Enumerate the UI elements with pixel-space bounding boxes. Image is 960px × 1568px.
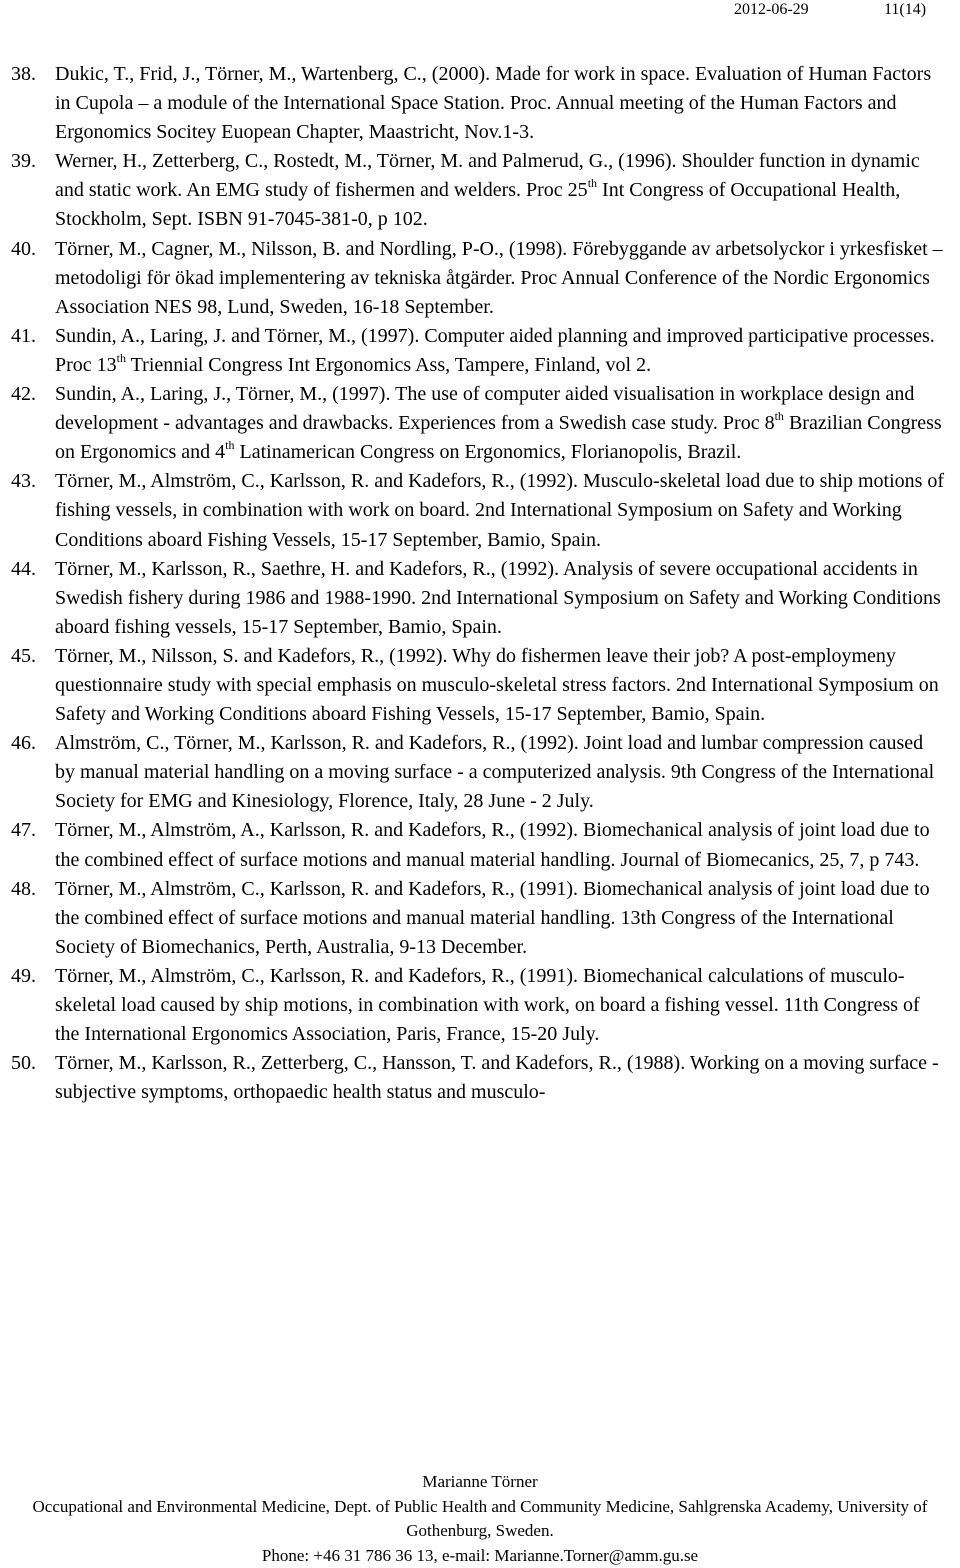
reference-text: [55, 380, 946, 467]
superscript: th: [117, 351, 126, 365]
reference-item: [11, 816, 946, 874]
reference-text-part: Int Congress of Occupational Health, Stockholm, Sept. ISBN 91-7045-381-0, p 102.: [55, 179, 900, 230]
reference-text: [55, 816, 946, 874]
reference-text: [55, 962, 946, 1049]
reference-text-part: Törner, M., Almström, A., Karlsson, R. and Kadefors, R., (1992). Biomechanical analysis of joint load due to the combined effect of surface motions and manual material handling. Journal of Biomecanics, 25, 7, p 743.: [55, 819, 930, 870]
reference-text: [55, 555, 946, 642]
reference-item: [11, 555, 946, 642]
page-footer: [0, 1470, 960, 1568]
reference-text-part: Almström, C., Törner, M., Karlsson, R. and Kadefors, R., (1992). Joint load and lumbar compression caused by manual material handling on a moving surface - a computerized analysis. 9th Congress of the International Society for EMG and Kinesiology, Florence, Italy, 28 June - 2 July.: [55, 732, 934, 812]
reference-text: [55, 875, 946, 962]
reference-number: 44.: [11, 555, 55, 642]
reference-item: [11, 380, 946, 467]
reference-text: [55, 642, 946, 729]
header-page-number: 11(14): [884, 1, 926, 19]
reference-text-part: Törner, M., Almström, C., Karlsson, R. and Kadefors, R., (1992). Musculo-skeletal load due to ship motions of fishing vessels, in combination with work on board. 2nd International Symposium on Safety and Working Conditions aboard Fishing Vessels, 15-17 September, Bamio, Spain.: [55, 470, 944, 550]
reference-number: 48.: [11, 875, 55, 962]
reference-list: [11, 60, 946, 1107]
reference-text: [55, 729, 946, 816]
reference-number: 49.: [11, 962, 55, 1049]
reference-text-part: Törner, M., Karlsson, R., Zetterberg, C., Hansson, T. and Kadefors, R., (1988). Working on a moving surface - subjective symptoms, orthopaedic health status and musculo-: [55, 1052, 939, 1103]
reference-text-part: Brazilian Congress on Ergonomics and 4: [55, 412, 942, 463]
reference-text-part: Törner, M., Cagner, M., Nilsson, B. and Nordling, P-O., (1998). Förebyggande av arbetsolyckor i yrkesfisket – metodoligi för ökad implementering av tekniska åtgärder. Proc Annual Conference of the Nordic Ergonomics Association NES 98, Lund, Sweden, 16-18 September.: [55, 238, 943, 318]
reference-text-part: Dukic, T., Frid, J., Törner, M., Wartenberg, C., (2000). Made for work in space. Evaluation of Human Factors in Cupola – a module of the International Space Station. Proc. Annual meeting of the Human Factors and Ergonomics Socitey Euopean Chapter, Maastricht, Nov.1-3.: [55, 63, 931, 143]
reference-item: [11, 1049, 946, 1107]
superscript: th: [225, 438, 234, 452]
reference-text-part: Törner, M., Nilsson, S. and Kadefors, R., (1992). Why do fishermen leave their job? A post-employmeny questionnaire study with special emphasis on musculo-skeletal stress factors. 2nd International Symposium on Safety and Working Conditions aboard Fishing Vessels, 15-17 September, Bamio, Spain.: [55, 645, 939, 725]
superscript: th: [588, 176, 597, 190]
footer-contact: Phone: +46 31 786 36 13, e-mail: Marianne.Torner@amm.gu.se: [0, 1544, 960, 1568]
reference-text: [55, 467, 946, 554]
reference-text-part: Triennial Congress Int Ergonomics Ass, Tampere, Finland, vol 2.: [126, 354, 651, 376]
page-header: [0, 0, 960, 22]
reference-text: [55, 1049, 946, 1107]
reference-text-part: Sundin, A., Laring, J. and Törner, M., (1997). Computer aided planning and improved participative processes. Proc 13: [55, 325, 935, 376]
reference-number: 45.: [11, 642, 55, 729]
reference-text: [55, 322, 946, 380]
reference-text-part: Törner, M., Karlsson, R., Saethre, H. and Kadefors, R., (1992). Analysis of severe occupational accidents in Swedish fishery during 1986 and 1988-1990. 2nd International Symposium on Safety and Working Conditions aboard fishing vessels, 15-17 September, Bamio, Spain.: [55, 558, 941, 638]
reference-item: [11, 60, 946, 147]
reference-item: [11, 322, 946, 380]
reference-number: 47.: [11, 816, 55, 874]
reference-text: [55, 147, 946, 234]
reference-item: [11, 147, 946, 234]
reference-number: 42.: [11, 380, 55, 467]
reference-text-part: Törner, M., Almström, C., Karlsson, R. and Kadefors, R., (1991). Biomechanical calculations of musculo-skeletal load caused by ship motions, in combination with work, on board a fishing vessel. 11th Congress of the International Ergonomics Association, Paris, France, 15-20 July.: [55, 965, 920, 1045]
reference-item: [11, 729, 946, 816]
superscript: th: [775, 409, 784, 423]
reference-number: 43.: [11, 467, 55, 554]
reference-item: [11, 467, 946, 554]
reference-text-part: Törner, M., Almström, C., Karlsson, R. and Kadefors, R., (1991). Biomechanical analysis of joint load due to the combined effect of surface motions and manual material handling. 13th Congress of the International Society of Biomechanics, Perth, Australia, 9-13 December.: [55, 878, 930, 958]
reference-number: 46.: [11, 729, 55, 816]
header-date: 2012-06-29: [734, 1, 809, 19]
reference-text: [55, 235, 946, 322]
reference-text-part: Latinamerican Congress on Ergonomics, Florianopolis, Brazil.: [235, 441, 742, 463]
reference-text: [55, 60, 946, 147]
reference-number: 41.: [11, 322, 55, 380]
reference-item: [11, 962, 946, 1049]
reference-text-part: Werner, H., Zetterberg, C., Rostedt, M., Törner, M. and Palmerud, G., (1996). Shoulder function in dynamic and static work. An EMG study of fishermen and welders. Proc 25: [55, 150, 920, 201]
reference-text-part: Sundin, A., Laring, J., Törner, M., (1997). The use of computer aided visualisation in workplace design and development - advantages and drawbacks. Experiences from a Swedish case study. Proc 8: [55, 383, 914, 434]
reference-number: 50.: [11, 1049, 55, 1107]
reference-item: [11, 642, 946, 729]
footer-author-name: Marianne Törner: [0, 1470, 960, 1495]
reference-number: 39.: [11, 147, 55, 234]
footer-affiliation: Occupational and Environmental Medicine, Dept. of Public Health and Community Medicine, Sahlgrenska Academy, University of Gothenburg, Sweden.: [0, 1495, 960, 1544]
reference-item: [11, 235, 946, 322]
reference-item: [11, 875, 946, 962]
reference-number: 38.: [11, 60, 55, 147]
reference-number: 40.: [11, 235, 55, 322]
